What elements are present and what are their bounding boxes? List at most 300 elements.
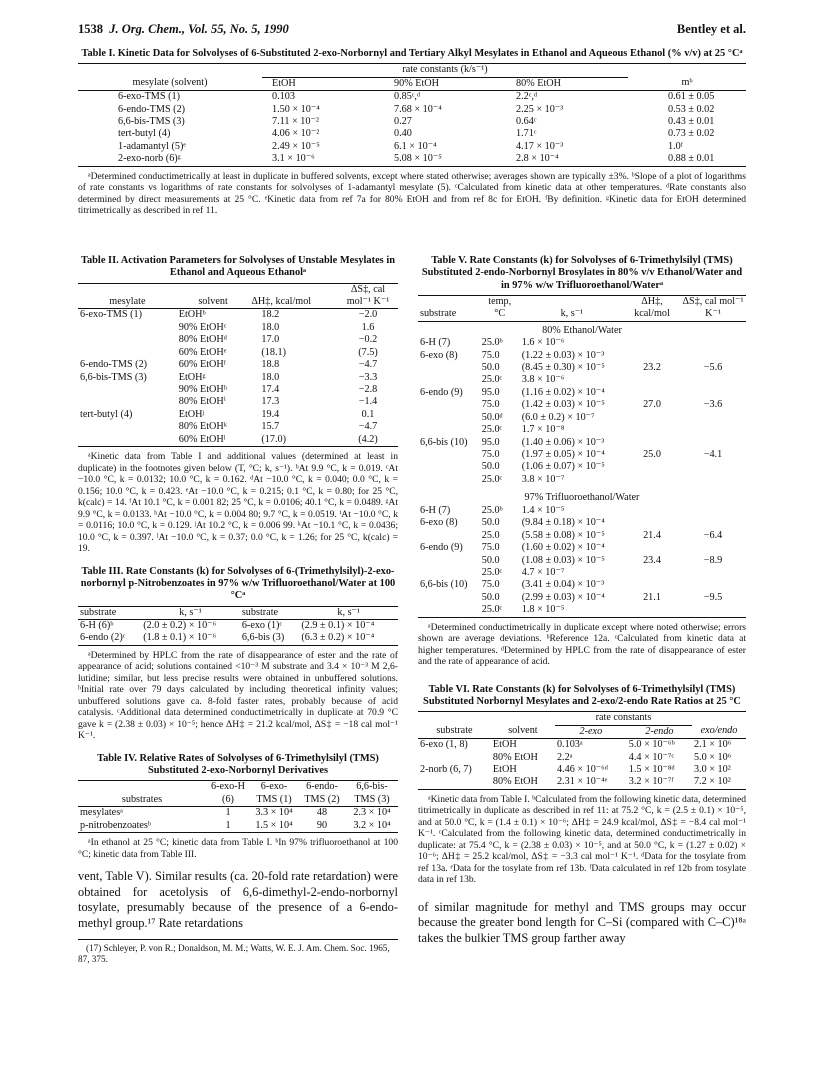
table-cell: (8.45 ± 0.30) × 10⁻⁵: [521, 361, 605, 373]
table-3-col-header: substrate: [241, 606, 279, 618]
table-cell: 2-exo-norb (6)ᵍ: [118, 153, 181, 165]
table-cell: 0.43 ± 0.01: [668, 116, 715, 128]
table-row: [78, 104, 746, 116]
table-cell: [680, 437, 746, 449]
table-row: [78, 434, 398, 447]
table-cell: 6-exo (1)ᶜ: [241, 619, 283, 631]
table-cell: 3.2 × 10⁴: [353, 819, 391, 831]
table-cell: 18.0: [261, 371, 280, 383]
table-1-col-header: 80% EtOH: [516, 77, 561, 89]
table-cell: [624, 437, 680, 449]
table-cell: 2-norb (6, 7): [420, 764, 472, 776]
table-row: [418, 362, 746, 374]
table-6-col-header: substrate: [436, 725, 473, 737]
table-cell: [78, 396, 177, 408]
table-cell: [680, 579, 746, 591]
table-5-col-header: temp, °C: [488, 295, 512, 320]
table-cell: 6,6-bis (10): [420, 436, 468, 448]
table-cell: 6-endo (9): [420, 386, 463, 398]
table-cell: [418, 461, 480, 473]
table-cell: 1.71ᶜ: [516, 128, 537, 140]
table-cell: 75.0: [481, 449, 500, 461]
table-row: [78, 153, 746, 166]
table-row: [78, 619, 398, 632]
table-cell: 25.0ᵇ: [481, 337, 503, 349]
table-cell: (2.99 ± 0.03) × 10⁻⁴: [521, 591, 605, 603]
table-row: [418, 739, 746, 752]
section-title: 97% Trifluoroethanol/Water: [524, 492, 640, 504]
table-cell: 6-H (6)ᵇ: [80, 619, 114, 631]
table-cell: [418, 412, 480, 424]
table-cell: 75.0: [481, 399, 500, 411]
table-cell: (1.97 ± 0.05) × 10⁻⁴: [521, 449, 605, 461]
table-cell: 25.0ᶜ: [481, 374, 503, 386]
table-cell: −5.6: [703, 361, 723, 373]
table-cell: 17.3: [261, 396, 280, 408]
table-cell: 2.25 × 10⁻³: [516, 103, 564, 115]
table-cell: [680, 567, 746, 579]
table-1-col-header: 90% EtOH: [394, 77, 439, 89]
table-6-col-header: 2-exo: [579, 725, 603, 737]
table-cell: 6-endo (9): [420, 542, 463, 554]
table-cell: [78, 334, 177, 346]
table-cell: 6-endo-TMS (2): [118, 103, 186, 115]
table-cell: −4.7: [358, 359, 378, 371]
table-5-col-header: ΔH‡, kcal/mol: [634, 295, 670, 320]
table-5-footnotes: ᵃDetermined conductimetrically in duplicate except where noted otherwise; errors shown are average deviations. ᵇReference 12a. ᶜCalculated from kinetic data at higher temperatures. ᵈDetermined by HPLC from the rate of disappearance of ester and the rate of appearance of acid.: [418, 621, 746, 668]
authors: Bentley et al.: [676, 22, 746, 36]
table-1-col-header: mesylate (solvent): [132, 77, 208, 89]
table-cell: 6-endo-TMS (2): [80, 359, 148, 371]
table-cell: 6-H (7): [420, 337, 451, 349]
table-cell: [418, 399, 480, 411]
table-cell: 1.0ᶠ: [668, 140, 683, 152]
table-5-col-header: substrate: [420, 308, 457, 320]
table-cell: 6-exo-TMS (1): [118, 91, 180, 103]
table-2-col-header: ΔS‡, cal mol⁻¹ K⁻¹: [346, 283, 390, 307]
table-cell: 60% EtOHˡ: [178, 433, 226, 445]
table-cell: 90% EtOHʰ: [178, 384, 228, 396]
table-1-grid: [78, 63, 746, 167]
table-cell: 75.0: [481, 542, 500, 554]
table-cell: 2.49 × 10⁻⁵: [272, 140, 320, 152]
table-row: [418, 412, 746, 424]
table-cell: 5.0 × 10⁻⁶ᵇ: [628, 739, 675, 751]
table-cell: [624, 542, 680, 554]
table-4-footnotes: ᵃIn ethanol at 25 °C; kinetic data from Table I. ᵇIn 97% trifluoroethanol at 100 °C; kinetic data from Table III.: [78, 837, 398, 860]
table-cell: 0.88 ± 0.01: [668, 153, 715, 165]
table-cell: 0.85ᶜ,ᵈ: [394, 91, 421, 103]
table-row: [78, 359, 398, 371]
table-1-group-header: rate constants (k/s⁻¹): [262, 64, 628, 77]
table-row: [418, 374, 746, 386]
table-cell: [418, 567, 480, 579]
table-cell: 1.5 × 10⁻⁸ᵈ: [628, 764, 675, 776]
table-cell: [624, 604, 680, 617]
table-2-footnotes: ᵃKinetic data from Table I and additional values (determined at least in duplicate) in the footnotes given below (T, °C; k, s⁻¹). ᵇAt 9.9 °C, k = 0.019. ᶜAt −10.0 °C, k = 0.0132; 10.0 °C, k = 0.162. ᵈAt −10.0 °C, k = 0.040; 0.0 °C, k = 0.156; 10.0 °C, k = 0.423. ᵉAt −10.0 °C, k = 0.215; 0.1 °C, k = 0.80; for 25 °C, k(calc) = 14. ᶠAt 10.1 °C, k = 0.001 82; 25 °C, k = 0.0106; 40.1 °C, k = 0.0489. ᵍAt 9.9 °C, k = 0.0133. ʰAt −10.0 °C, k = 0.004 80; 9.7 °C, k = 0.0519. ⁱAt −10.0 °C, k = 0.0116; 10.0 °C, k = 0.129. ʲAt 10.2 °C, k = 0.006 99. ᵏAt −10.1 °C, k = 0.0436; 10.0 °C, k = 0.397. ˡAt −10.0 °C, k = 0.37; 0.0 °C, k = 1.26; for 25 °C, k(calc) = 19.: [78, 451, 398, 555]
table-row: [418, 505, 746, 517]
table-6-col-header: solvent: [508, 725, 538, 737]
table-row: [418, 555, 746, 567]
section-header: [418, 321, 746, 337]
table-4-col-header: 6-endo-TMS (2): [304, 781, 340, 805]
table-cell: [624, 505, 680, 517]
table-cell: 15.7: [261, 421, 280, 433]
table-cell: 50.0ᵈ: [481, 411, 503, 423]
table-5-grid: [418, 295, 746, 618]
table-cell: 1.50 × 10⁻⁴: [272, 103, 320, 115]
table-cell: [78, 347, 177, 359]
table-cell: tert-butyl (4): [80, 408, 133, 420]
table-row: [418, 449, 746, 461]
table-cell: 1.7 × 10⁻⁸: [521, 424, 565, 436]
table-cell: 4.46 × 10⁻⁶ᵈ: [556, 764, 608, 776]
table-cell: 6,6-bis-TMS (3): [80, 371, 147, 383]
table-cell: 19.4: [261, 408, 280, 420]
table-row: [418, 579, 746, 591]
table-cell: 0.61 ± 0.05: [668, 91, 715, 103]
table-cell: 80% EtOH: [492, 776, 538, 788]
table-6-col-header: 2-endo: [645, 725, 674, 737]
table-cell: 75.0: [481, 349, 500, 361]
table-cell: 5.08 × 10⁻⁵: [394, 153, 442, 165]
table-cell: (1.8 ± 0.1) × 10⁻⁶: [143, 632, 217, 644]
table-row: [418, 437, 746, 449]
table-cell: 50.0: [481, 361, 500, 373]
table-cell: (2.9 ± 0.1) × 10⁻⁴: [301, 619, 375, 631]
table-cell: 0.64ᶜ: [516, 116, 537, 128]
table-6-col-header: exo/endo: [700, 725, 738, 737]
table-4-grid: [78, 780, 398, 833]
table-row: [78, 409, 398, 421]
table-cell: 1-adamantyl (5)ᵉ: [118, 140, 186, 152]
table-cell: 3.8 × 10⁻⁷: [521, 473, 565, 485]
table-cell: p-nitrobenzoatesᵇ: [80, 819, 152, 831]
table-cell: 25.0ᶜ: [481, 424, 503, 436]
table-cell: (2.0 ± 0.2) × 10⁻⁶: [143, 619, 217, 631]
table-cell: 95.0: [481, 436, 500, 448]
table-2-col-header: mesylate: [109, 295, 146, 307]
table-cell: 1: [225, 819, 231, 831]
table-1: [78, 48, 746, 217]
table-cell: 7.68 × 10⁻⁴: [394, 103, 442, 115]
table-cell: EtOHᵍ: [178, 371, 206, 383]
table-row: [418, 517, 746, 529]
table-cell: [624, 567, 680, 579]
table-row: [418, 461, 746, 473]
table-cell: [624, 461, 680, 473]
table-6-caption: Table VI. Rate Constants (k) for Solvolyses of 6-Trimethylsilyl (TMS) Substituted Norbornyl Mesylates and 2-exo/2-endo Rate Ratios at 25 °C: [423, 683, 741, 707]
table-cell: [418, 752, 491, 764]
table-cell: [680, 412, 746, 424]
table-cell: 2.31 × 10⁻⁴ᵉ: [556, 776, 608, 788]
table-row: [418, 592, 746, 604]
table-cell: 2.1 × 10⁶: [693, 739, 732, 751]
table-cell: −3.3: [358, 371, 378, 383]
table-cell: −0.2: [358, 334, 378, 346]
table-cell: 1: [225, 807, 231, 819]
table-2: [78, 255, 398, 555]
table-cell: −1.4: [358, 396, 378, 408]
table-row: [418, 604, 746, 617]
table-cell: (6.0 ± 0.2) × 10⁻⁷: [521, 411, 595, 423]
table-cell: [624, 337, 680, 349]
table-2-grid: [78, 283, 398, 448]
table-3-grid: [78, 606, 398, 646]
table-cell: 18.0: [261, 321, 280, 333]
table-cell: [418, 449, 480, 461]
table-cell: 17.0: [261, 334, 280, 346]
table-row: [418, 542, 746, 554]
table-cell: 7.2 × 10²: [693, 776, 731, 788]
table-cell: 0.53 ± 0.02: [668, 103, 715, 115]
table-4-col-header: 6,6-bis-TMS (3): [354, 781, 390, 805]
table-row: [78, 116, 746, 128]
body-text-left: vent, Table V). Similar results (ca. 20-fold rate retardation) were obtained for acetolysis of 6,6-dimethyl-2-endo-norbornyl tosylate, presumably because of the presence of a 6-endo-methyl group.¹⁷ Rate retardations: [78, 869, 398, 930]
table-cell: 5.0 × 10⁶: [693, 751, 732, 763]
section-header: [418, 486, 746, 504]
table-cell: [680, 474, 746, 486]
table-3-col-header: substrate: [80, 606, 117, 618]
table-cell: 50.0: [481, 517, 500, 529]
table-cell: [680, 461, 746, 473]
table-cell: (1.06 ± 0.07) × 10⁻⁵: [521, 461, 605, 473]
table-row: [78, 396, 398, 408]
table-cell: 95.0: [481, 386, 500, 398]
table-cell: 25.0ᵇ: [481, 504, 503, 516]
table-cell: [418, 776, 491, 789]
table-cell: 80% EtOHᵏ: [178, 421, 227, 433]
table-cell: [680, 604, 746, 617]
table-cell: 25.0: [643, 449, 661, 461]
table-cell: [624, 387, 680, 399]
table-cell: [418, 530, 480, 542]
table-cell: (1.40 ± 0.06) × 10⁻³: [521, 436, 605, 448]
running-header: [78, 22, 746, 37]
table-cell: [624, 350, 680, 362]
table-row: [78, 141, 746, 153]
table-cell: 90% EtOHᶜ: [178, 321, 227, 333]
table-2-col-header: solvent: [198, 295, 228, 307]
table-cell: 25.0ᶜ: [481, 604, 503, 616]
table-cell: −4.7: [358, 421, 378, 433]
table-cell: 48: [316, 807, 328, 819]
table-cell: (7.5): [358, 346, 378, 358]
table-cell: 6-H (7): [420, 504, 451, 516]
table-cell: 3.1 × 10⁻⁶: [272, 153, 315, 165]
table-cell: 17.4: [261, 384, 280, 396]
table-cell: 6-exo (1, 8): [420, 739, 468, 751]
table-cell: 3.2 × 10⁻⁷ᶠ: [628, 776, 674, 788]
table-cell: −2.8: [358, 384, 378, 396]
table-row: [418, 474, 746, 486]
table-cell: (18.1): [261, 346, 286, 358]
left-column: [78, 255, 398, 965]
table-1-footnotes: ᵃDetermined conductimetrically at least in duplicate in buffered solvents, except where stated otherwise; averages shown are typically ±3%. ᵇSlope of a plot of logarithms of rate constants vs logarithms of rate constants for solvolyses of 1-adamantyl mesylate (5). ᶜCalculated from kinetic data at other temperatures. ᵈRate constants also determined by direct measurements at 25 °C. ᵉKinetic data from ref 7a for 80% EtOH and from ref 8c for EtOH. ᶠBy definition. ᵍKinetic data for EtOH determined titrimetrically as described in ref 11.: [78, 170, 746, 217]
table-cell: 21.1: [643, 591, 661, 603]
table-cell: 60% EtOHᵉ: [178, 346, 227, 358]
table-cell: 1.5 × 10⁴: [255, 819, 293, 831]
table-cell: 4.7 × 10⁻⁷: [521, 566, 565, 578]
table-cell: (6.3 ± 0.2) × 10⁻⁴: [301, 632, 375, 644]
table-3-col-header: k, s⁻¹: [179, 606, 202, 618]
table-cell: 80% EtOHⁱ: [178, 396, 226, 408]
table-1-col-header: EtOH: [272, 77, 296, 89]
table-cell: (17.0): [261, 433, 286, 445]
table-cell: 50.0: [481, 554, 500, 566]
table-cell: 80% EtOH: [492, 751, 538, 763]
table-cell: [78, 322, 177, 334]
section-title: 80% Ethanol/Water: [542, 324, 622, 336]
table-cell: 60% EtOHᶠ: [178, 359, 226, 371]
page-number: 1538: [78, 22, 103, 36]
table-6: [418, 684, 746, 886]
table-cell: 2.2ᵃ: [556, 751, 573, 763]
reference-17: (17) Schleyer, P. von R.; Donaldson, M. M.; Watts, W. E. J. Am. Chem. Soc. 1965, 87, 375.: [78, 939, 398, 965]
table-cell: 23.2: [643, 361, 661, 373]
table-cell: (9.84 ± 0.18) × 10⁻⁴: [521, 517, 605, 529]
table-row: [78, 334, 398, 346]
table-cell: 2.3 × 10⁴: [353, 807, 391, 819]
table-cell: [624, 374, 680, 386]
table-cell: −8.9: [703, 554, 723, 566]
table-cell: EtOH: [492, 739, 517, 751]
table-cell: 0.1: [361, 408, 375, 420]
table-6-footnotes: ᵃKinetic data from Table I. ᵇCalculated from the following kinetic data, determined titrimetrically in duplicate as described in ref 11: at 75.2 °C, k = (2.5 ± 0.1) × 10⁻⁵, and at 50.0 °C, k = (1.4 ± 0.1) × 10⁻⁶; ΔH‡ = 24.9 kcal/mol, ΔS‡ = −8.4 cal mol⁻¹ K⁻¹. ᶜCalculated from the following kinetic data, determined conductimetrically in duplicate: at 75.4 °C, k = (2.38 ± 0.03) × 10⁻⁵, and at 50.0 °C, k = (1.27 ± 0.02) × 10⁻⁶; ΔH‡ = 25.2 kcal/mol, ΔS‡ = −3.3 cal mol⁻¹ K⁻¹. ᵈData for the tosylate from ref 13a. ᵉData for the tosylate from ref 13b. ᶠData calculated in ref 12b from tosylate data in ref 13b.: [418, 793, 746, 886]
table-cell: 6-exo-TMS (1): [80, 309, 142, 321]
table-row: [78, 384, 398, 396]
table-row: [78, 91, 746, 104]
table-cell: 18.8: [261, 359, 280, 371]
table-cell: [78, 421, 177, 433]
table-cell: EtOH: [492, 764, 517, 776]
table-2-caption: Table II. Activation Parameters for Solvolyses of Unstable Mesylates in Ethanol and Aqueous Ethanolᵃ: [80, 255, 395, 279]
table-cell: (3.41 ± 0.04) × 10⁻³: [521, 579, 605, 591]
table-row: [418, 337, 746, 349]
table-cell: 4.06 × 10⁻²: [272, 128, 320, 140]
table-cell: 90: [316, 819, 328, 831]
table-cell: [418, 604, 480, 617]
table-cell: 25.0ᶜ: [481, 473, 503, 485]
table-cell: 4.17 × 10⁻³: [516, 140, 564, 152]
table-cell: [680, 505, 746, 517]
table-5-col-header: ΔS‡, cal mol⁻¹ K⁻¹: [682, 295, 744, 320]
table-row: [418, 776, 746, 789]
table-row: [418, 764, 746, 776]
table-5-caption: Table V. Rate Constants (k) for Solvolyses of 6-Trimethylsilyl (TMS) Substituted 2-endo-Norbornyl Brosylates in 80% v/v Ethanol/Water and in 97% w/w Trifluoroethanol/Waterᵃ: [421, 255, 743, 291]
table-cell: [418, 424, 480, 436]
table-cell: [418, 374, 480, 386]
table-cell: 1.6: [361, 321, 375, 333]
table-4-caption: Table IV. Relative Rates of Solvolyses of 6-Trimethylsilyl (TMS) Substituted 2-exo-Norbornyl Derivatives: [97, 752, 379, 777]
table-row: [78, 128, 746, 140]
table-1-caption: Table I. Kinetic Data for Solvolyses of 6-Substituted 2-exo-Norbornyl and Tertiary Alkyl Mesylates in Ethanol and Aqueous Ethanol (% v/v) at 25 °Cᵃ: [81, 48, 743, 59]
table-row: [78, 820, 398, 833]
table-cell: 3.0 × 10²: [693, 764, 731, 776]
table-cell: 2.2ᶜ,ᵈ: [516, 91, 538, 103]
table-cell: 0.103: [272, 91, 295, 103]
table-cell: 1.8 × 10⁻⁵: [521, 604, 565, 616]
table-cell: EtOHʲ: [178, 408, 205, 420]
table-cell: tert-butyl (4): [118, 128, 171, 140]
table-cell: 0.103ᵃ: [556, 739, 583, 751]
table-cell: −3.6: [703, 399, 723, 411]
table-cell: (1.22 ± 0.03) × 10⁻³: [521, 349, 605, 361]
right-column: [418, 255, 746, 946]
table-4-col-header: substrates: [121, 793, 163, 805]
table-cell: 25.0: [481, 529, 500, 541]
table-cell: [624, 517, 680, 529]
table-row: [418, 752, 746, 764]
table-6-group-header: rate constants: [555, 712, 692, 725]
table-cell: 50.0: [481, 591, 500, 603]
table-cell: [680, 374, 746, 386]
table-row: [78, 632, 398, 645]
table-cell: −2.0: [358, 309, 378, 321]
table-cell: [418, 592, 480, 604]
table-cell: [418, 362, 480, 374]
table-cell: (1.08 ± 0.03) × 10⁻⁵: [521, 554, 605, 566]
table-row: [78, 309, 398, 322]
table-row: [418, 399, 746, 411]
table-6-grid: [418, 711, 746, 790]
table-3-caption: Table III. Rate Constants (k) for Solvolyses of 6-(Trimethylsilyl)-2-exo-norbornyl p-Nitrobenzoates in 97% w/w Trifluoroethanol/Water at 100 °Cᵃ: [80, 565, 396, 602]
table-row: [78, 807, 398, 820]
table-cell: −6.4: [703, 529, 723, 541]
table-row: [418, 424, 746, 436]
table-row: [418, 567, 746, 579]
table-cell: [418, 555, 480, 567]
table-row: [78, 421, 398, 433]
table-cell: 6.1 × 10⁻⁴: [394, 140, 437, 152]
table-cell: 1.6 × 10⁻⁶: [521, 337, 565, 349]
table-cell: 7.11 × 10⁻²: [272, 116, 319, 128]
table-cell: EtOHᵇ: [178, 309, 206, 321]
table-3-footnotes: ᵃDetermined by HPLC from the rate of disappearance of ester and the rate of appearance of acid; solutions contained <10⁻³ M substrate and 3.4 × 10⁻³ M 2,6-lutidine; similar, but less precise results were obtained in unbuffered solutions. ᵇInitial rate over 79 days calculated by including theoretical infinity values; unbuffered solutions gave ca. 8-fold faster rates, probably because of acid catalysis. ᶜAdditional data determined conductimetrically in duplicate at 70.9 °C gave k = (2.38 ± 0.03) × 10⁻⁵; hence ΔH‡ = 21.2 kcal/mol, ΔS‡ = −18 cal mol⁻¹ K⁻¹.: [78, 649, 398, 742]
table-3-col-header: k, s⁻¹: [337, 606, 360, 618]
table-row: [78, 322, 398, 334]
table-3: [78, 566, 398, 742]
table-cell: 0.73 ± 0.02: [668, 128, 715, 140]
table-cell: (1.60 ± 0.02) × 10⁻⁴: [521, 542, 605, 554]
table-cell: [624, 474, 680, 486]
table-cell: [680, 424, 746, 436]
table-cell: (4.2): [358, 433, 378, 445]
table-cell: [624, 412, 680, 424]
table-cell: 6-endo (2)ᶜ: [80, 632, 126, 644]
table-cell: [624, 424, 680, 436]
table-cell: [680, 350, 746, 362]
table-cell: −4.1: [703, 449, 723, 461]
table-cell: 18.2: [261, 309, 280, 321]
table-cell: [680, 517, 746, 529]
table-cell: (5.58 ± 0.08) × 10⁻⁵: [521, 529, 605, 541]
table-cell: 27.0: [643, 399, 661, 411]
table-cell: 80% EtOHᵈ: [178, 334, 227, 346]
table-4: [78, 753, 398, 860]
table-row: [418, 350, 746, 362]
table-4-col-header: 6-exo-TMS (1): [256, 781, 292, 805]
table-row: [78, 372, 398, 384]
table-cell: [78, 434, 177, 447]
table-cell: [680, 337, 746, 349]
table-cell: 3.8 × 10⁻⁶: [521, 374, 565, 386]
table-cell: 6,6-bis-TMS (3): [118, 116, 185, 128]
table-cell: [624, 579, 680, 591]
table-cell: −9.5: [703, 591, 723, 603]
table-cell: [680, 542, 746, 554]
table-cell: 25.0ᶜ: [481, 566, 503, 578]
